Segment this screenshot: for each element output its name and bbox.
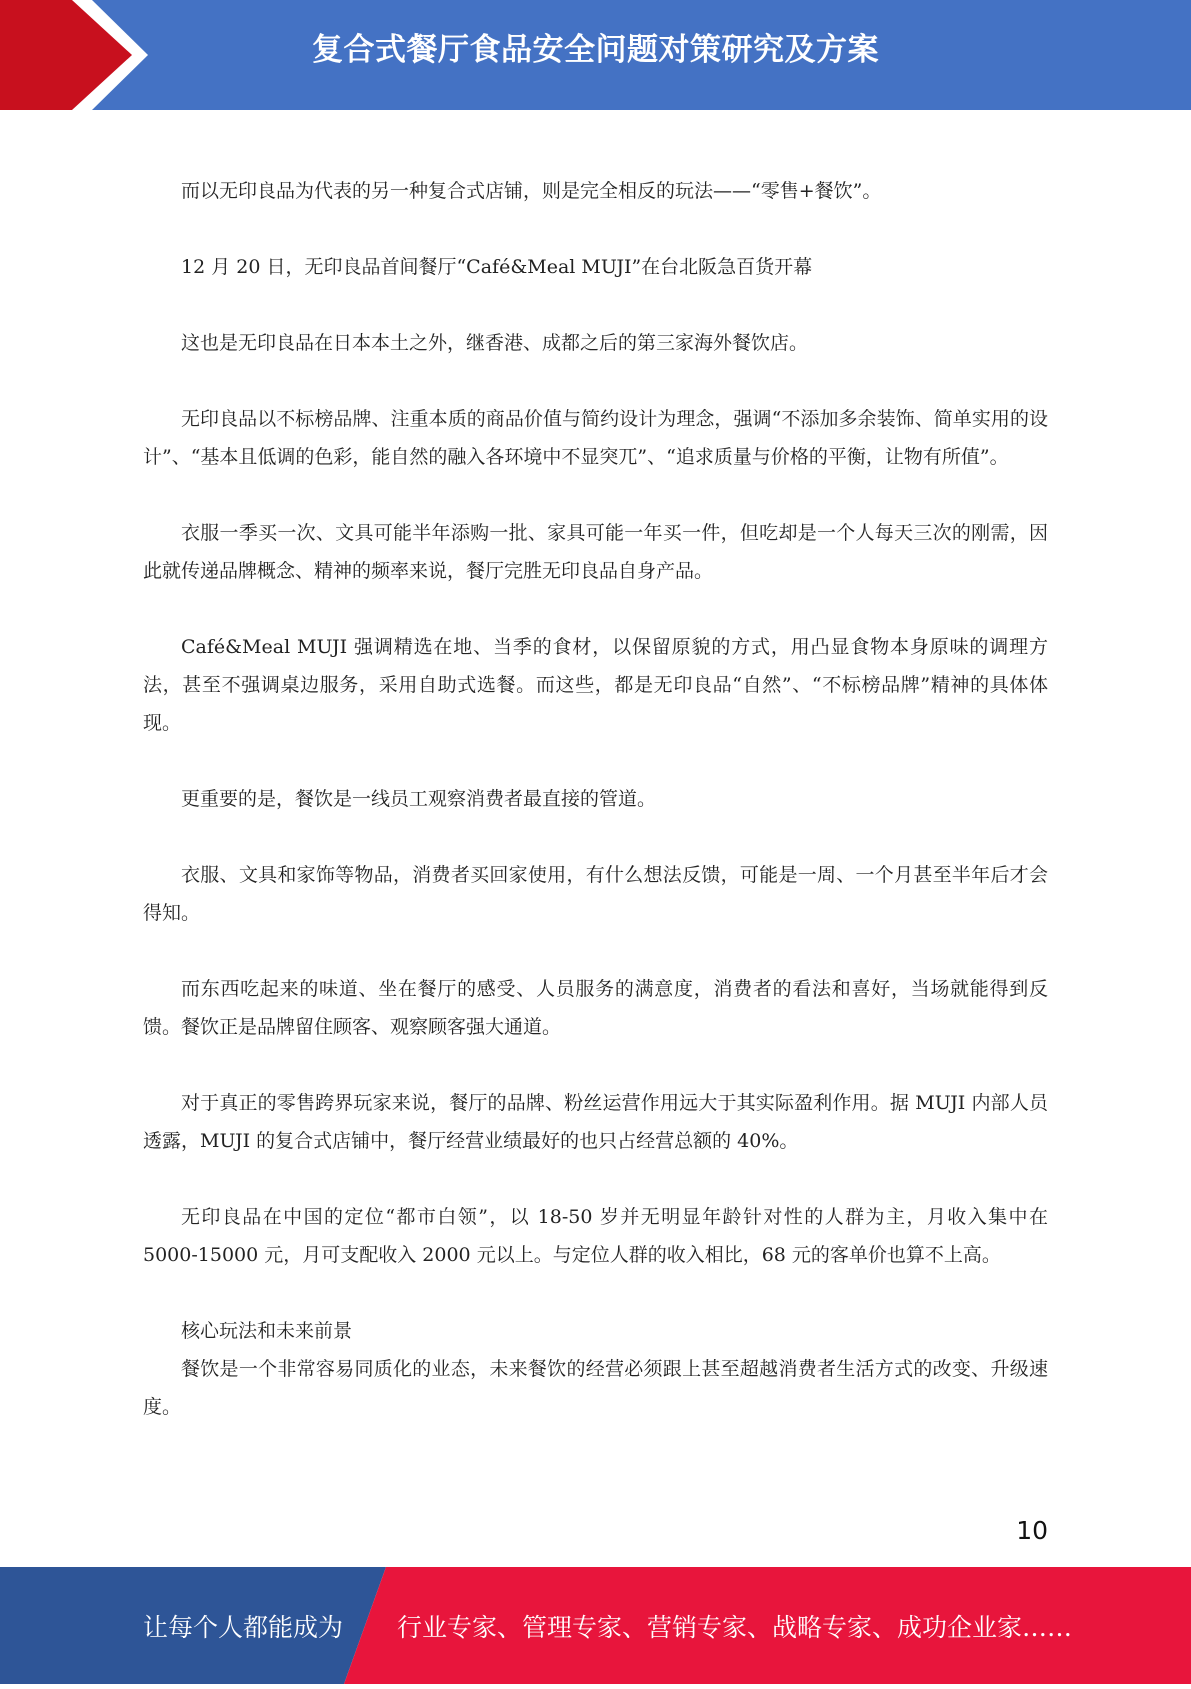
paragraph: 12 月 20 日，无印良品首间餐厅“Café&Meal MUJI”在台北阪急百货开幕 [181, 256, 813, 278]
paragraph: 餐饮是一个非常容易同质化的业态，未来餐饮的经营必须跟上甚至超越消费者生活方式的改变、升级速度。 [143, 1358, 1048, 1418]
article-body [143, 172, 1048, 1426]
document-title: 复合式餐厅食品安全问题对策研究及方案 [312, 32, 879, 68]
footer-slogan-right: 行业专家、管理专家、营销专家、战略专家、成功企业家…… [397, 1613, 1073, 1642]
paragraph: 更重要的是，餐饮是一线员工观察消费者最直接的管道。 [181, 788, 657, 810]
paragraph: 衣服、文具和家饰等物品，消费者买回家使用，有什么想法反馈，可能是一周、一个月甚至半年后才会得知。 [143, 864, 1048, 924]
paragraph: 衣服一季买一次、文具可能半年添购一批、家具可能一年买一件，但吃却是一个人每天三次的刚需，因此就传递品牌概念、精神的频率来说，餐厅完胜无印良品自身产品。 [143, 522, 1048, 582]
paragraph: 无印良品在中国的定位“都市白领”，以 18-50 岁并无明显年龄针对性的人群为主，月收入集中在 5000-15000 元，月可支配收入 2000 元以上。与定位人群的收入相比，68 元的客单价也算不上高。 [143, 1206, 1048, 1266]
section-heading: 核心玩法和未来前景 [181, 1320, 353, 1342]
page-number: 10 [1016, 1516, 1048, 1545]
paragraph: Café&Meal MUJI 强调精选在地、当季的食材，以保留原貌的方式，用凸显食物本身原味的调理方法，甚至不强调桌边服务，采用自助式选餐。而这些，都是无印良品“自然”、“不标榜品牌”精神的具体体现。 [143, 636, 1048, 734]
paragraph: 无印良品以不标榜品牌、注重本质的商品价值与简约设计为理念，强调“不添加多余装饰、简单实用的设计”、“基本且低调的色彩，能自然的融入各环境中不显突兀”、“追求质量与价格的平衡，让物有所值”。 [143, 408, 1048, 468]
paragraph: 这也是无印良品在日本本土之外，继香港、成都之后的第三家海外餐饮店。 [181, 332, 809, 354]
paragraph: 对于真正的零售跨界玩家来说，餐厅的品牌、粉丝运营作用远大于其实际盈利作用。据 MUJI 内部人员透露，MUJI 的复合式店铺中，餐厅经营业绩最好的也只占经营总额的 40%。 [143, 1092, 1048, 1152]
footer-slogan-left: 让每个人都能成为 [143, 1613, 344, 1642]
paragraph: 而以无印良品为代表的另一种复合式店铺，则是完全相反的玩法——“零售+餐饮”。 [181, 180, 882, 202]
page-header [0, 0, 1191, 110]
paragraph: 而东西吃起来的味道、坐在餐厅的感受、人员服务的满意度，消费者的看法和喜好，当场就能得到反馈。餐饮正是品牌留住顾客、观察顾客强大通道。 [143, 978, 1048, 1038]
page-footer [0, 1567, 1191, 1684]
